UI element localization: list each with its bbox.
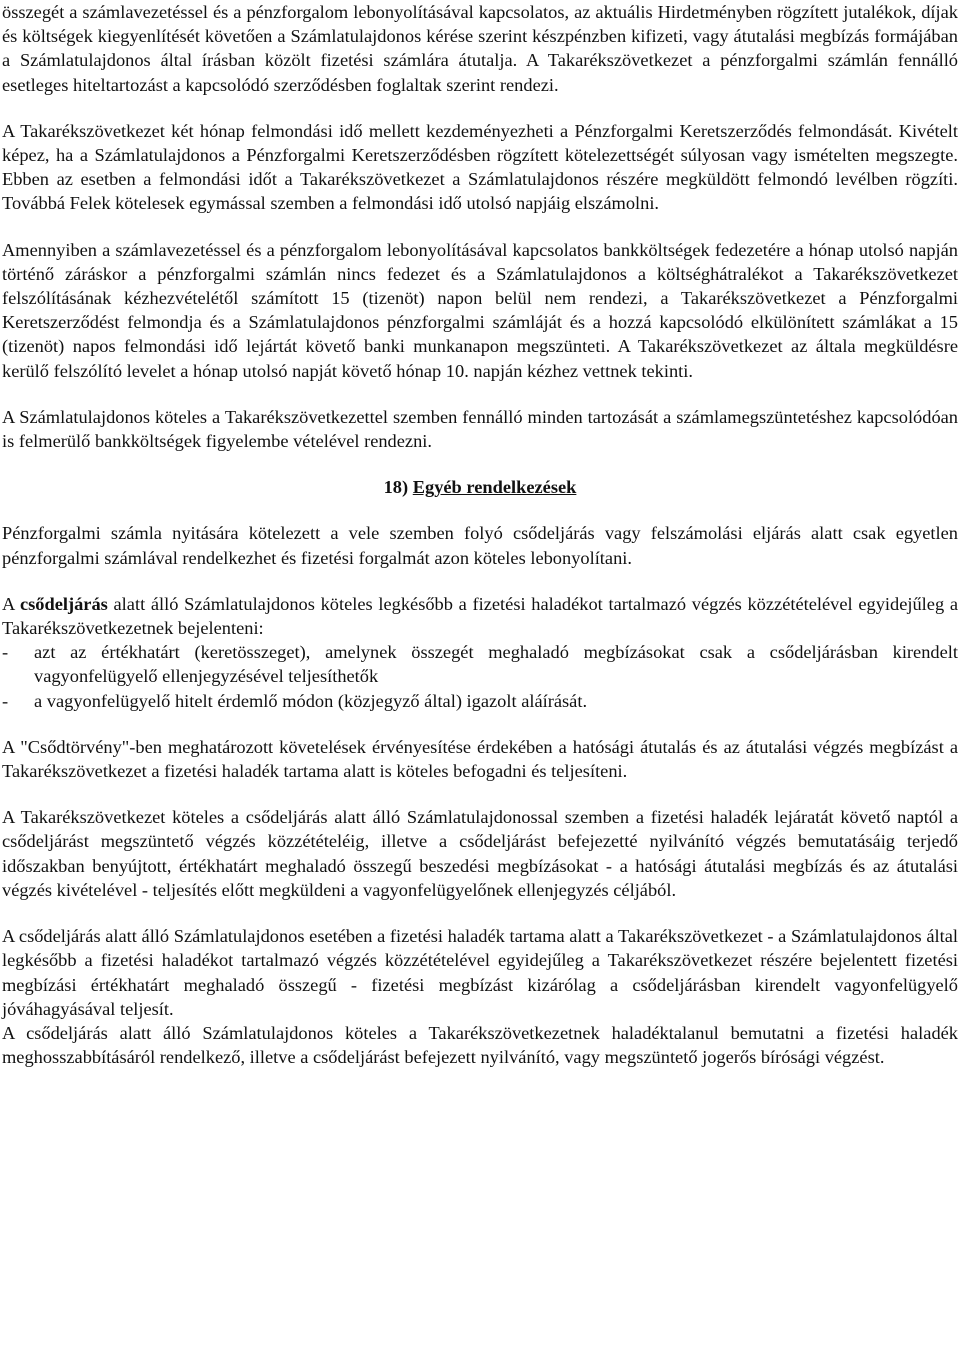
paragraph-collection-orders: A Takarékszövetkezet köteles a csődeljárás alatt álló Számlatulajdonossal szemben a fizetési haladék lejáratát követő naptól a csődeljárást megszüntető végzés közzétételéig, illetve a csődeljárást befejezetté nyilvánító végzés bemutatásáig terjedő időszakban benyújtott, értékhatárt meghaladó összegű beszedési megbízásokat - a hatósági átutalási megbízás és az átutalási végzés kivételével - teljesítés előtt megküldeni a vagyonfelügyelőnek ellenjegyzés céljából.	[2, 807, 958, 900]
section-title: Egyéb rendelkezések	[412, 477, 577, 498]
paragraph-gap	[2, 216, 958, 238]
paragraph-payment-approval: A csődeljárás alatt álló Számlatulajdonos esetében a fizetési haladék tartama alatt a Takarékszövetkezet - a Számlatulajdonos által legkésőbb a fizetési haladékot tartalmazó végzés közzétételével egyidejűleg a Takarékszövetkezet részére bejelentett fizetési megbízási értékhatárt meghaladó összegű - fizetési megbízást kizárólag a csődeljárásban kirendelt vagyonfelügyelő jóváhagyásával teljesít.	[2, 926, 958, 1019]
paragraph-gap	[2, 570, 958, 592]
paragraph-gap	[2, 499, 958, 521]
bullet-dash: -	[2, 642, 9, 663]
bullet-text: a vagyonfelügyelő hitelt érdemlő módon (közjegyző által) igazolt aláírását.	[34, 690, 588, 711]
bullet-dash: -	[2, 690, 9, 711]
paragraph-bankruptcy-notification	[2, 592, 958, 640]
paragraph-single-account: Pénzforgalmi számla nyitására kötelezett a vele szemben folyó csődeljárás vagy felszámolási eljárás alatt csak egyetlen pénzforgalmi számlával rendelkezhet és fizetési forgalmát azon köteles lebonyolítani.	[2, 523, 958, 568]
section-number: 18)	[383, 477, 409, 498]
paragraph-gap	[2, 902, 958, 924]
section-heading	[2, 475, 958, 499]
bullet-item	[2, 689, 958, 713]
paragraph-gap	[2, 383, 958, 405]
bullet-item	[2, 640, 958, 688]
bold-term: csődeljárás	[19, 593, 108, 614]
paragraph-gap	[2, 453, 958, 475]
paragraph-bankruptcy-law-claims: A "Csődtörvény"-ben meghatározott követelések érvényesítése érdekében a hatósági átutalás és az átutalási végzés megbízást a Takarékszövetkezet a fizetési haladék tartama alatt is köteles befogadni és teljesíteni.	[2, 736, 958, 782]
paragraph-gap	[2, 713, 958, 735]
paragraph-termination-notice: A Takarékszövetkezet két hónap felmondási idő mellett kezdeményezheti a Pénzforgalmi Keretszerződés felmondását. Kivételt képez, ha a Számlatulajdonos a Pénzforgalmi Keretszerződésben rögzített kötelezettségét súlyosan vagy ismételten megszegte. Ebben az esetben a felmondási időt a Takarékszövetkezet a Számlatulajdonos részére megküldött felmondó levélben rögzíti. Továbbá Felek kötelesek egymással szemben a felmondási idő utolsó napjáig elszámolni.	[2, 120, 958, 214]
text-run: alatt álló Számlatulajdonos köteles legkésőbb a fizetési haladékot tartalmazó végzés közzétételével egyidejűleg a Takarékszövetkezetnek bejelenteni:	[2, 593, 958, 639]
paragraph-gap	[2, 783, 958, 805]
paragraph-court-order: A csődeljárás alatt álló Számlatulajdonos köteles a Takarékszövetkezetnek haladéktalanul bemutatni a fizetési haladék meghosszabbításáról rendelkező, illetve a csődeljárást befejezett nyilvánító, vagy megszüntető jogerős bírósági végzést.	[2, 1022, 958, 1068]
text-run: A	[2, 593, 20, 614]
bullet-text: azt az értékhatárt (keretösszeget), amelynek összegét meghaladó megbízásokat csak a csődeljárásban kirendelt vagyonfelügyelő ellenjegyzésével teljesíthetők	[34, 642, 958, 687]
paragraph-cost-arrears: Amennyiben a számlavezetéssel és a pénzforgalom lebonyolításával kapcsolatos bankköltségek fedezetére a hónap utolsó napján történő záráskor a pénzforgalmi számlán nincs fedezet és a Számlatulajdonos a költséghátralékot a Takarékszövetkezet felszólításának kézhezvételétől számított 15 (tizenöt) napon belül nem rendezi, a Takarékszövetkezet a Pénzforgalmi Keretszerződést felmondja és a Számlatulajdonos pénzforgalmi számláját és a hozzá kapcsolódó elkülönített számlákat a 15 (tizenöt) napos felmondási idő lejártát követő banki munkanapon megszünteti. A Takarékszövetkezet az általa megküldésre kerülő felszólító levelet a hónap utolsó napját követő hónap 10. napján kézhez vettnek tekinti.	[2, 239, 958, 381]
paragraph-gap	[2, 97, 958, 119]
paragraph-account-balance-settlement: összegét a számlavezetéssel és a pénzforgalom lebonyolításával kapcsolatos, az aktuális Hirdetményben rögzített jutalékok, díjak és költségek kiegyenlítését követően a Számlatulajdonos kérése szerint készpénzben kifizeti, vagy átutalási megbízás formájában a Számlatulajdonos által írásban közölt fizetési számlára átutalja. A Takarékszövetkezet a pénzforgalmi számlán fennálló esetleges hiteltartozást a kapcsolódó szerződésben foglaltak szerint rendezi.	[2, 2, 958, 95]
paragraph-debt-settlement: A Számlatulajdonos köteles a Takarékszövetkezettel szemben fennálló minden tartozását a számlamegszüntetéshez kapcsolódóan is felmerülő bankköltségek figyelembe vételével rendezni.	[2, 406, 958, 452]
